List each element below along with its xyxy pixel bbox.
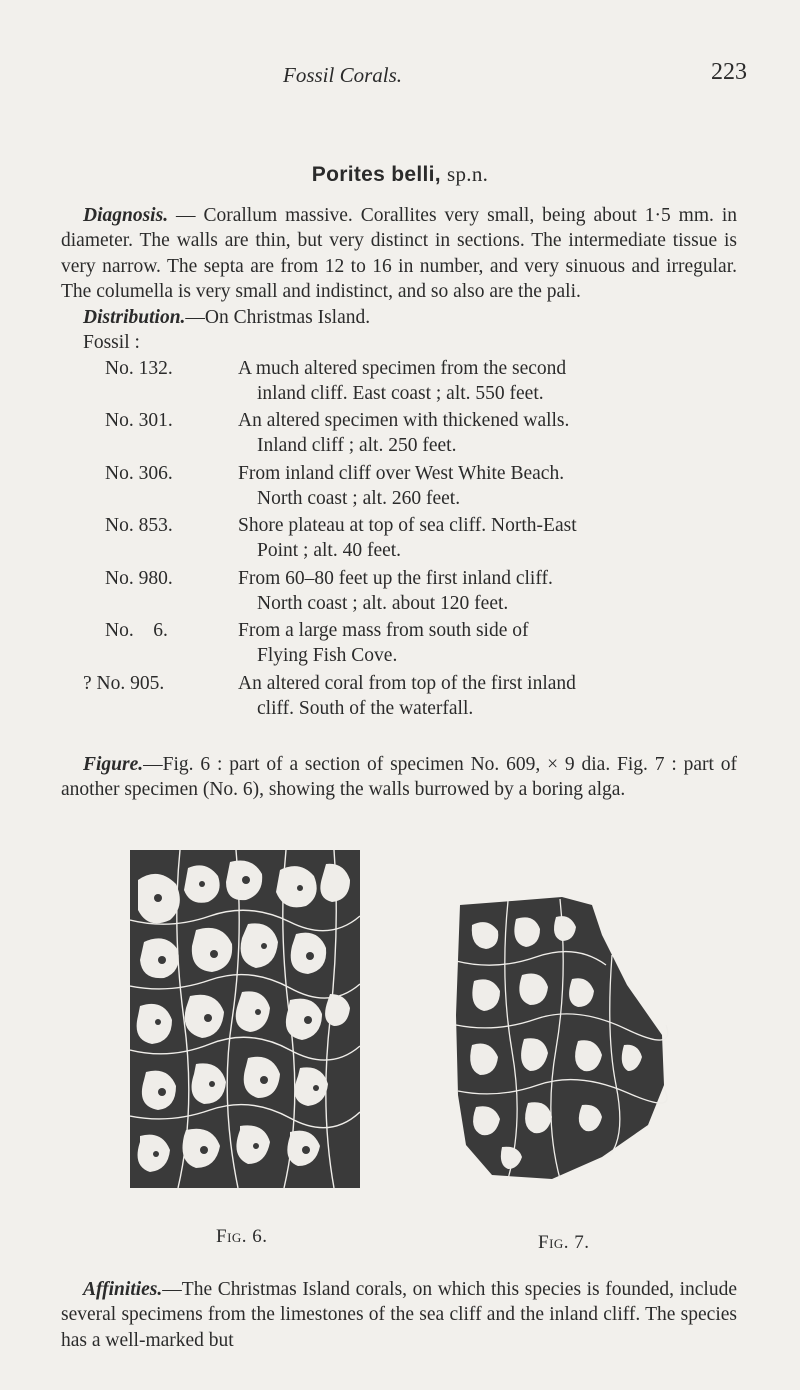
locality-number: No. 132. <box>105 358 173 379</box>
locality-description: An altered coral from top of the first inland cliff. South of the waterfall. <box>238 672 576 719</box>
section-title <box>0 162 800 187</box>
locality-number: ? No. 905. <box>83 672 165 694</box>
distribution-label: Distribution. <box>83 307 186 328</box>
figure-7-image <box>452 895 677 1182</box>
diagnosis-paragraph <box>61 203 737 305</box>
figure-text: —Fig. 6 : part of a section of specimen No. 609, × 9 dia. Fig. 7 : part of another specimen (No. 6), showing the walls burrowed by a boring alga. <box>61 754 737 801</box>
locality-item <box>105 462 737 511</box>
locality-item <box>105 619 737 668</box>
locality-number: No. 6. <box>105 620 168 642</box>
locality-description: An altered specimen with thickened walls. Inland cliff ; alt. 250 feet. <box>238 410 570 457</box>
locality-item <box>105 514 737 563</box>
figure-7-caption: Fig. 7. <box>538 1232 590 1253</box>
page-number: 223 <box>711 59 747 85</box>
coral-fragment-drawing <box>452 895 677 1182</box>
locality-description: A much altered specimen from the second inland cliff. East coast ; alt. 550 feet. <box>238 358 567 404</box>
affinities-paragraph <box>61 1277 737 1353</box>
figure-paragraph <box>61 752 737 803</box>
species-abbrev: sp.n. <box>447 162 489 186</box>
diagnosis-label: Diagnosis. <box>83 205 169 226</box>
locality-number: No. 301. <box>105 410 173 432</box>
diagnosis-text: — Corallum massive. Corallites very small, being about 1·5 mm. in diameter. The walls are thin, but very distinct in sections. The intermediate tissue is very narrow. The septa are from 12 to 16 in number, and very sinuous and irregular. The columella is very small and indistinct, and so also are the pali. <box>61 205 737 303</box>
locality-description: From inland cliff over West White Beach. North coast ; alt. 260 feet. <box>238 462 565 509</box>
coral-section-drawing <box>130 850 360 1188</box>
running-head: Fossil Corals. <box>283 63 403 87</box>
locality-number: No. 853. <box>105 515 173 537</box>
species-name: Porites belli, <box>311 163 441 186</box>
distribution-text: —On Christmas Island. <box>185 307 371 328</box>
locality-number: No. 306. <box>105 462 173 484</box>
locality-list <box>83 357 737 724</box>
figure-6-image <box>130 850 360 1188</box>
distribution-paragraph <box>61 305 737 330</box>
affinities-label: Affinities. <box>83 1279 163 1300</box>
locality-item <box>105 409 737 458</box>
figure-label: Figure. <box>83 754 144 775</box>
locality-description: Shore plateau at top of sea cliff. North-East Point ; alt. 40 feet. <box>238 515 577 562</box>
locality-item <box>105 567 737 616</box>
locality-number: No. 980. <box>105 567 173 589</box>
locality-description: From a large mass from south side of Flying Fish Cove. <box>238 620 529 667</box>
locality-description: From 60–80 feet up the first inland cliff. North coast ; alt. about 120 feet. <box>238 567 553 614</box>
locality-item <box>83 672 737 721</box>
affinities-text: —The Christmas Island corals, on which this species is founded, include several specimens from the limestones of the sea cliff and the inland cliff. The species has a well-marked but <box>61 1279 737 1351</box>
figure-6-caption: Fig. 6. <box>216 1226 268 1247</box>
locality-item <box>105 357 737 406</box>
fossil-label: Fossil : <box>83 332 140 353</box>
